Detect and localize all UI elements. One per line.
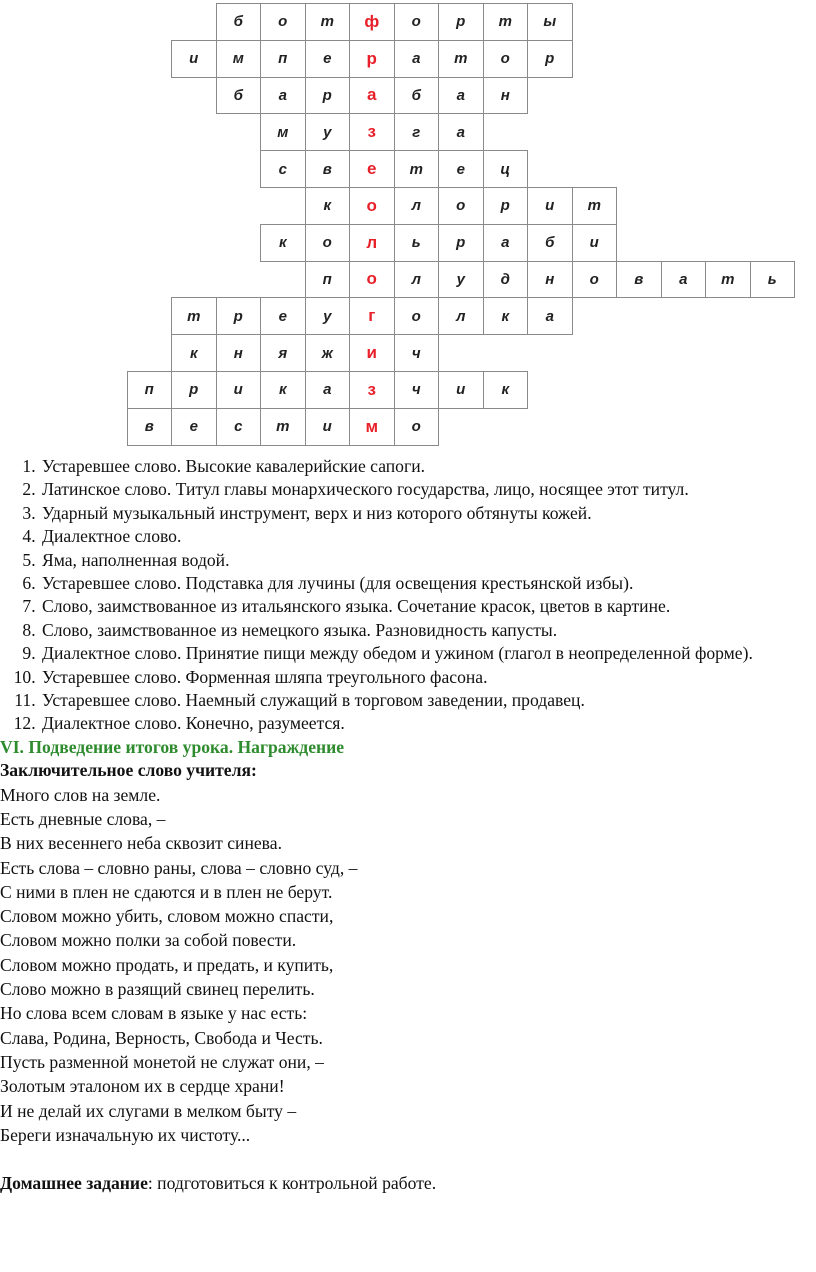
crossword-cell: о — [349, 261, 395, 299]
homework-paragraph — [0, 1171, 816, 1195]
crossword-cell: р — [483, 187, 529, 225]
crossword-cell: м — [260, 113, 306, 151]
poem-line: Но слова всем словам в языке у нас есть: — [0, 1003, 308, 1024]
crossword-cell: т — [438, 40, 484, 78]
crossword-cell: т — [394, 150, 440, 188]
crossword-cell: у — [305, 297, 351, 335]
clue-item: 10. Устаревшее слово. Форменная шляпа треугольного фасона. — [40, 666, 816, 689]
crossword-cell: а — [661, 261, 707, 299]
crossword-cell: ь — [750, 261, 796, 299]
crossword-cell: м — [216, 40, 262, 78]
crossword-cell: ж — [305, 334, 351, 372]
crossword-cell: н — [527, 261, 573, 299]
crossword-cell: п — [127, 371, 173, 409]
crossword-cell: б — [216, 3, 262, 41]
crossword-cell: о — [394, 297, 440, 335]
crossword-cell: а — [260, 77, 306, 115]
poem-line: Словом можно продать, и предать, и купить, — [0, 954, 334, 975]
clue-item: 8. Слово, заимствованное из немецкого языка. Разновидность капусты. — [40, 619, 816, 642]
crossword-cell: е — [305, 40, 351, 78]
crossword-cell: з — [349, 371, 395, 409]
crossword-cell: т — [305, 3, 351, 41]
poem-line: Пусть разменной монетой не служат они, – — [0, 1051, 324, 1072]
crossword-cell: е — [171, 408, 217, 446]
poem-line: Береги изначальную их чистоту... — [0, 1124, 251, 1145]
crossword-cell: е — [349, 150, 395, 188]
crossword-cell: т — [483, 3, 529, 41]
teacher-heading: Заключительное слово учителя: — [0, 760, 257, 781]
poem-line: Много слов на земле. — [0, 784, 161, 805]
crossword-cell: б — [527, 224, 573, 262]
crossword-cell: с — [216, 408, 262, 446]
crossword-cell: ы — [527, 3, 573, 41]
crossword-cell: р — [216, 297, 262, 335]
crossword-cell: я — [260, 334, 306, 372]
crossword-cell: а — [438, 77, 484, 115]
crossword-cell: о — [305, 224, 351, 262]
poem-line: Слава, Родина, Верность, Свобода и Честь. — [0, 1027, 323, 1048]
poem-line: Слово можно в разящий свинец перелить. — [0, 979, 315, 1000]
crossword-cell: и — [216, 371, 262, 409]
crossword-cell: р — [438, 3, 484, 41]
poem-line: Есть дневные слова, – — [0, 808, 166, 829]
crossword-cell: в — [305, 150, 351, 188]
homework-label: Домашнее задание — [0, 1173, 148, 1194]
crossword-cell: п — [305, 261, 351, 299]
poem — [0, 783, 816, 1147]
crossword-cell: р — [171, 371, 217, 409]
crossword-cell: а — [394, 40, 440, 78]
crossword-cell: р — [305, 77, 351, 115]
crossword-cell: а — [527, 297, 573, 335]
crossword-cell: р — [349, 40, 395, 78]
crossword-cell: к — [483, 297, 529, 335]
clue-item: 6. Устаревшее слово. Подставка для лучины (для освещения крестьянской избы). — [40, 572, 816, 595]
crossword-cell: о — [438, 187, 484, 225]
crossword-cell: ч — [394, 371, 440, 409]
crossword-cell: и — [305, 408, 351, 446]
crossword-cell: н — [216, 334, 262, 372]
crossword-cell: о — [260, 3, 306, 41]
crossword-cell: л — [438, 297, 484, 335]
crossword-cell: о — [394, 408, 440, 446]
crossword-cell: и — [171, 40, 217, 78]
clue-item: 3. Ударный музыкальный инструмент, верх и низ которого обтянуты кожей. — [40, 502, 816, 525]
poem-line: Словом можно полки за собой повести. — [0, 930, 297, 951]
crossword-cell: р — [438, 224, 484, 262]
clue-item: 7. Слово, заимствованное из итальянского языка. Сочетание красок, цветов в картине. — [40, 595, 816, 618]
crossword-cell: ф — [349, 3, 395, 41]
crossword-cell: ч — [394, 334, 440, 372]
crossword-cell: м — [349, 408, 395, 446]
crossword-cell: к — [483, 371, 529, 409]
homework-text: : подготовиться к контрольной работе. — [147, 1173, 437, 1194]
crossword-cell: т — [705, 261, 751, 299]
crossword-cell: с — [260, 150, 306, 188]
crossword-cell: т — [171, 297, 217, 335]
crossword-cell: о — [349, 187, 395, 225]
poem-line: С ними в плен не сдаются и в плен не берут. — [0, 881, 333, 902]
crossword-cell: в — [616, 261, 662, 299]
crossword-cell: в — [127, 408, 173, 446]
document-body — [0, 455, 816, 1195]
crossword-cell: о — [572, 261, 618, 299]
crossword-cell: ц — [483, 150, 529, 188]
crossword-cell: л — [394, 261, 440, 299]
clue-list — [0, 455, 816, 736]
crossword-cell: з — [349, 113, 395, 151]
crossword-cell: и — [572, 224, 618, 262]
crossword-cell: е — [260, 297, 306, 335]
crossword-cell: п — [260, 40, 306, 78]
poem-line: И не делай их слугами в мелком быту – — [0, 1100, 297, 1121]
clue-item: 4. Диалектное слово. — [40, 525, 816, 548]
crossword-cell: к — [260, 371, 306, 409]
crossword-cell: д — [483, 261, 529, 299]
crossword-cell: а — [349, 77, 395, 115]
poem-line: Есть слова – словно раны, слова – словно суд, – — [0, 857, 358, 878]
crossword-cell: н — [483, 77, 529, 115]
clue-item: 11. Устаревшее слово. Наемный служащий в торговом заведении, продавец. — [40, 689, 816, 712]
crossword-cell: р — [527, 40, 573, 78]
clue-item: 5. Яма, наполненная водой. — [40, 549, 816, 572]
crossword-cell: о — [394, 3, 440, 41]
crossword-cell: т — [572, 187, 618, 225]
crossword-cell: и — [438, 371, 484, 409]
crossword-cell: и — [349, 334, 395, 372]
poem-line: Золотым эталоном их в сердце храни! — [0, 1076, 285, 1097]
crossword-cell: у — [438, 261, 484, 299]
crossword-cell: к — [305, 187, 351, 225]
crossword-cell: а — [438, 113, 484, 151]
poem-line: В них весеннего неба сквозит синева. — [0, 833, 282, 854]
crossword-cell: о — [483, 40, 529, 78]
crossword-cell: т — [260, 408, 306, 446]
crossword-cell: к — [260, 224, 306, 262]
clue-item: 12. Диалектное слово. Конечно, разумеется. — [40, 712, 816, 735]
crossword-cell: б — [394, 77, 440, 115]
crossword-grid — [0, 0, 816, 455]
clue-item: 1. Устаревшее слово. Высокие кавалерийские сапоги. — [40, 455, 816, 478]
crossword-cell: ь — [394, 224, 440, 262]
crossword-cell: л — [394, 187, 440, 225]
crossword-cell: г — [394, 113, 440, 151]
crossword-cell: а — [483, 224, 529, 262]
poem-line: Словом можно убить, словом можно спасти, — [0, 906, 334, 927]
crossword-cell: к — [171, 334, 217, 372]
crossword-cell: е — [438, 150, 484, 188]
section-heading: VI. Подведение итогов урока. Награждение — [0, 736, 345, 757]
crossword-cell: а — [305, 371, 351, 409]
crossword-cell: и — [527, 187, 573, 225]
crossword-cell: у — [305, 113, 351, 151]
crossword-cell: б — [216, 77, 262, 115]
crossword-cell: г — [349, 297, 395, 335]
crossword-cell: л — [349, 224, 395, 262]
clue-item: 2. Латинское слово. Титул главы монархического государства, лицо, носящее этот титул. — [40, 478, 816, 501]
clue-item: 9. Диалектное слово. Принятие пищи между обедом и ужином (глагол в неопределенной форме). — [40, 642, 816, 665]
